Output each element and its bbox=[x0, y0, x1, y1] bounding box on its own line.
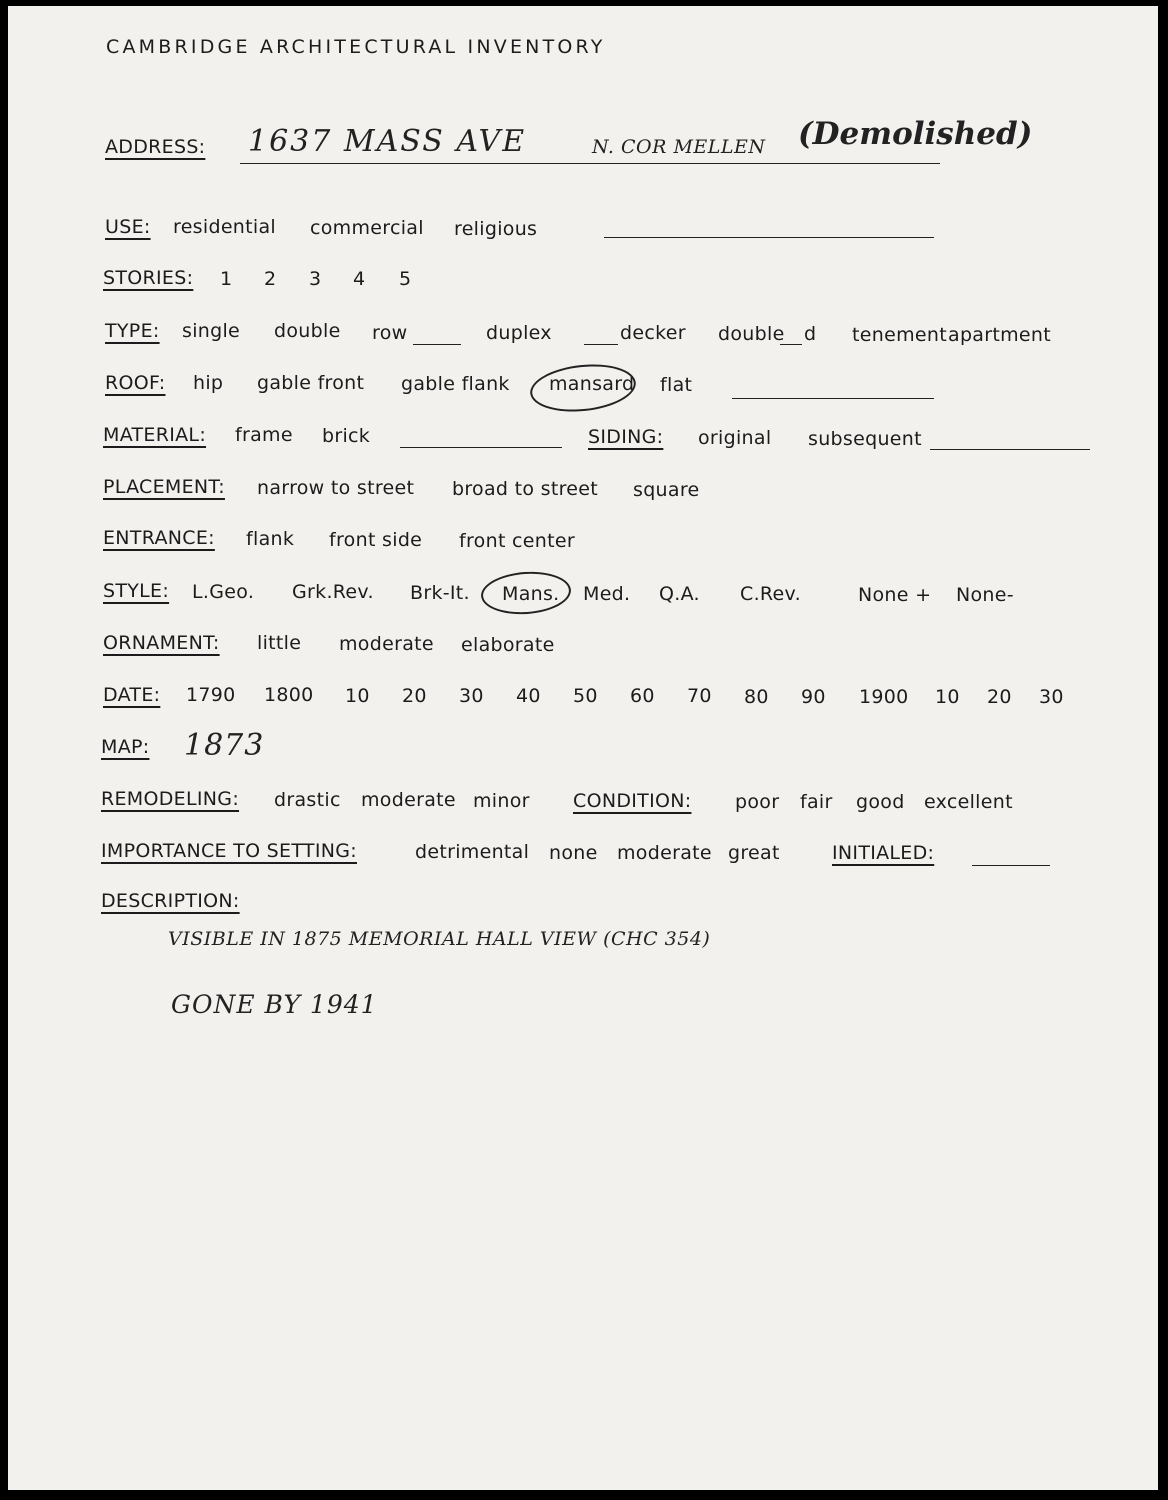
style-option: Grk.Rev. bbox=[292, 581, 374, 603]
siding-blank bbox=[930, 449, 1090, 450]
date-option: 90 bbox=[801, 686, 826, 708]
placement-option: broad to street bbox=[452, 478, 599, 500]
remodeling-option: moderate bbox=[361, 789, 456, 811]
address-line bbox=[240, 163, 940, 164]
material-option: frame bbox=[235, 424, 293, 446]
description-line-2: GONE BY 1941 bbox=[171, 990, 378, 1019]
stories-option: 2 bbox=[264, 268, 277, 290]
remodeling-label: REMODELING: bbox=[101, 788, 240, 810]
style-option: None- bbox=[956, 584, 1014, 606]
address-label: ADDRESS: bbox=[105, 136, 206, 158]
stories-option: 4 bbox=[353, 268, 366, 290]
description-label: DESCRIPTION: bbox=[101, 890, 240, 912]
material-label: MATERIAL: bbox=[103, 424, 207, 446]
date-option: 20 bbox=[987, 686, 1012, 708]
address-demolished-note: (Demolished) bbox=[798, 116, 1033, 152]
roof-option: gable flank bbox=[401, 373, 510, 395]
roof-option: flat bbox=[660, 374, 693, 396]
importance-option: great bbox=[728, 842, 780, 864]
importance-option: detrimental bbox=[415, 841, 530, 863]
type-option: d bbox=[804, 323, 817, 345]
type-option: apartment bbox=[948, 324, 1051, 346]
ornament-option: moderate bbox=[339, 633, 434, 655]
type-row-blank bbox=[413, 344, 461, 345]
type-option: row bbox=[372, 322, 408, 344]
entrance-option: flank bbox=[246, 528, 295, 550]
type-option: double bbox=[274, 320, 341, 342]
style-selection-circle bbox=[480, 569, 573, 617]
date-option: 1800 bbox=[264, 684, 314, 706]
siding-label: SIDING: bbox=[588, 426, 664, 448]
date-option: 70 bbox=[687, 685, 712, 707]
type-option: duplex bbox=[486, 322, 552, 344]
placement-label: PLACEMENT: bbox=[103, 476, 225, 498]
style-option: None + bbox=[858, 584, 932, 606]
date-option: 80 bbox=[744, 686, 769, 708]
use-blank bbox=[604, 237, 934, 238]
stories-label: STORIES: bbox=[103, 267, 194, 289]
roof-option: hip bbox=[193, 372, 224, 394]
date-option: 1790 bbox=[186, 684, 236, 706]
roof-label: ROOF: bbox=[105, 372, 166, 394]
ornament-option: elaborate bbox=[461, 634, 555, 656]
siding-option: subsequent bbox=[808, 428, 922, 450]
date-option: 10 bbox=[935, 686, 960, 708]
stories-option: 3 bbox=[309, 268, 322, 290]
address-street: 1637 MASS AVE bbox=[248, 124, 527, 159]
type-label: TYPE: bbox=[105, 320, 160, 342]
map-value: 1873 bbox=[184, 728, 265, 763]
date-option: 50 bbox=[573, 685, 598, 707]
stories-option: 5 bbox=[399, 268, 412, 290]
condition-option: good bbox=[856, 791, 905, 813]
importance-option: none bbox=[549, 842, 598, 864]
date-option: 1900 bbox=[859, 686, 909, 708]
ornament-option: little bbox=[257, 632, 302, 654]
type-decker-blank bbox=[584, 344, 618, 345]
style-option: Med. bbox=[583, 583, 631, 605]
roof-option-selected: mansard bbox=[549, 373, 635, 395]
type-option: decker bbox=[620, 322, 686, 344]
importance-option: moderate bbox=[617, 842, 712, 864]
date-option: 30 bbox=[1039, 686, 1064, 708]
ornament-label: ORNAMENT: bbox=[103, 632, 220, 654]
date-option: 20 bbox=[402, 685, 427, 707]
date-option: 60 bbox=[630, 685, 655, 707]
date-option: 10 bbox=[345, 685, 370, 707]
style-option: C.Rev. bbox=[740, 583, 801, 605]
roof-option: gable front bbox=[257, 372, 365, 394]
style-option: Q.A. bbox=[659, 583, 700, 605]
style-option: Brk-It. bbox=[410, 582, 470, 604]
use-label: USE: bbox=[105, 216, 151, 238]
importance-label: IMPORTANCE TO SETTING: bbox=[101, 840, 357, 862]
form-title: CAMBRIDGE ARCHITECTURAL INVENTORY bbox=[106, 36, 606, 58]
placement-option: narrow to street bbox=[257, 477, 415, 499]
use-option: residential bbox=[173, 216, 277, 238]
condition-option: poor bbox=[735, 791, 780, 813]
stories-option: 1 bbox=[220, 268, 233, 290]
siding-option: original bbox=[698, 427, 772, 449]
type-option: tenement bbox=[852, 324, 947, 346]
type-option: double bbox=[718, 323, 785, 345]
initialed-blank bbox=[972, 865, 1050, 866]
style-label: STYLE: bbox=[103, 580, 170, 602]
roof-selection-circle bbox=[528, 360, 638, 417]
style-option: L.Geo. bbox=[192, 581, 255, 603]
entrance-option: front side bbox=[329, 529, 423, 551]
date-option: 30 bbox=[459, 685, 484, 707]
use-option: commercial bbox=[310, 217, 424, 239]
date-label: DATE: bbox=[103, 684, 161, 706]
remodeling-option: drastic bbox=[274, 789, 341, 811]
style-option-selected: Mans. bbox=[502, 583, 560, 605]
address-corner: N. COR MELLEN bbox=[592, 136, 766, 158]
inventory-form bbox=[8, 6, 1158, 1490]
entrance-label: ENTRANCE: bbox=[103, 527, 215, 549]
date-option: 40 bbox=[516, 685, 541, 707]
remodeling-option: minor bbox=[473, 790, 530, 812]
description-line-1: VISIBLE IN 1875 MEMORIAL HALL VIEW (CHC 354) bbox=[168, 928, 711, 950]
material-option: brick bbox=[322, 425, 371, 447]
condition-label: CONDITION: bbox=[573, 790, 692, 812]
map-label: MAP: bbox=[101, 736, 150, 758]
entrance-option: front center bbox=[459, 530, 575, 552]
material-blank bbox=[400, 447, 562, 448]
type-option: single bbox=[182, 320, 241, 342]
use-option: religious bbox=[454, 218, 538, 240]
condition-option: excellent bbox=[924, 791, 1013, 813]
condition-option: fair bbox=[800, 791, 833, 813]
type-double-blank bbox=[780, 344, 802, 345]
placement-option: square bbox=[633, 479, 700, 501]
roof-blank bbox=[732, 398, 934, 399]
initialed-label: INITIALED: bbox=[832, 842, 935, 864]
